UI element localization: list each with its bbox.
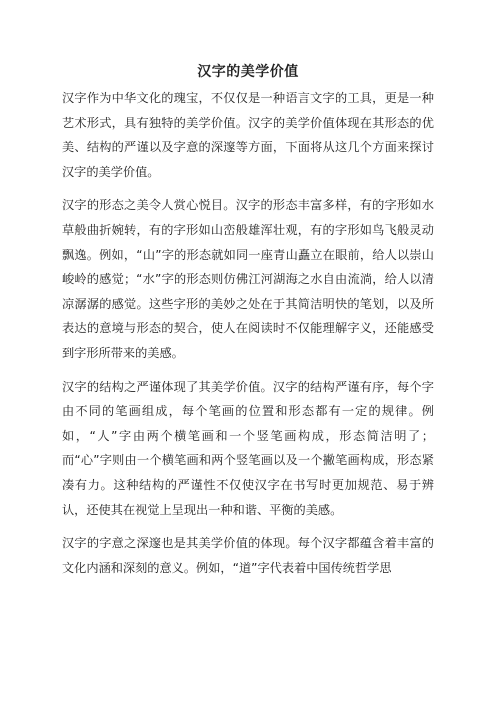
paragraph-intro: 汉字作为中华文化的瑰宝，不仅仅是一种语言文字的工具，更是一种艺术形式，具有独特的美学价值。汉字的美学价值体现在其形态的优美、结构的严谨以及字意的深邃等方面，下面将从这几个方面来探讨汉字的美学价值。 xyxy=(62,91,434,179)
paragraph-structure: 汉字的结构之严谨体现了其美学价值。汉字的结构严谨有序，每个字由不同的笔画组成，每个笔画的位置和形态都有一定的规律。例如，“人”字由两个横笔画和一个竖笔画构成，形态简洁明了；而“心”字则由一个横笔画和两个竖笔画以及一个撇笔画构成，形态紧凑有力。这种结构的严谨性不仅使汉字在书写时更加规范、易于辨认，还使其在视觉上呈现出一种和谐、平衡的美感。 xyxy=(62,379,434,517)
paragraph-meaning: 汉字的字意之深邃也是其美学价值的体现。每个汉字都蕴含着丰富的文化内涵和深刻的意义。例如，“道”字代表着中国传统哲学思 xyxy=(62,536,434,575)
paragraph-form-beauty: 汉字的形态之美令人赏心悦目。汉字的形态丰富多样，有的字形如水草般曲折婉转，有的字形如山峦般雄浑壮观，有的字形如鸟飞般灵动飘逸。例如，“山”字的形态就如同一座青山矗立在眼前，给人以崇山峻岭的感觉；“水”字的形态则仿佛江河湖海之水自由流淌，给人以清凉潺潺的感觉。这些字形的美妙之处在于其简洁明快的笔划，以及所表达的意境与形态的契合，使人在阅读时不仅能理解字义，还能感受到字形所带来的美感。 xyxy=(62,198,434,360)
document-title: 汉字的美学价值 xyxy=(197,64,299,80)
